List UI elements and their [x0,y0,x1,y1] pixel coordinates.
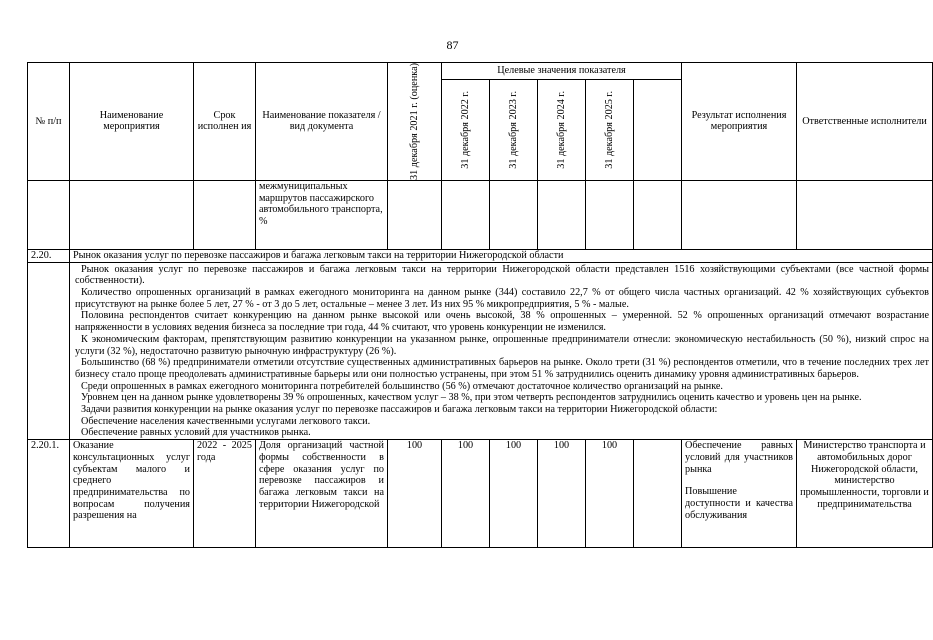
header-2025 [586,79,634,180]
desc-paragraph-1: Рынок оказания услуг по перевозке пассажиров и багажа легковым такси на территории Нижегородской области представлен 1516 хозяйствующими субъектами (все частной формы собственности). [75,263,929,287]
continuation-indicator: межмуниципальных маршрутов пассажирского автомобильного транспорта, % [256,180,388,249]
row-2201-result [682,440,797,548]
page-number: 87 [446,38,459,52]
row-2201-value-2025: 100 [586,440,634,548]
header-2024 [538,79,586,180]
section-row [28,249,933,262]
description-cell [70,262,933,440]
row-2201-term: 2022 - 2025 года [194,440,256,548]
description-row [28,262,933,440]
header-indicator: Наименование показателя / вид документа [256,63,388,181]
desc-paragraph-4: К экономическим факторам, препятствующим развитию конкуренции на указанном рынке, опрошенные предприниматели отнесли: экономическую нестабильность (50 %), низкий спрос на услуги (32 %), недостаточно развитую рыночную инфраструктуру (26 %). [75,333,929,357]
header-2025-text: 31 декабря 2025 г. [604,90,615,169]
header-2023-text: 31 декабря 2023 г. [508,90,519,169]
row-2201-value-2021: 100 [388,440,442,548]
header-2024-text: 31 декабря 2024 г. [556,90,567,169]
desc-paragraph-7: Уровнем цен на данном рынке удовлетворены 39 % опрошенных, качеством услуг – 38 %, при этом четверть респондентов затруднились оценить качество и уровень цен на рынке. [81,392,862,404]
header-2021b [442,79,490,180]
header-result: Результат исполнения мероприятия [682,63,797,181]
row-2201-indicator: Доля организаций частной формы собственности в сфере оказания услуг по перевозке пассажиров и багажа легковым такси на территории Нижегородской [256,440,388,548]
header-empty [634,79,682,180]
header-term: Срок исполнен ия [194,63,256,181]
desc-paragraph-2: Количество опрошенных организаций в рамках ежегодного мониторинга на данном рынке (344) составило 22,7 % от общего числа частных организаций. 42 % хозяйствующих субъектов присутствуют на рынке более 5 лет, 27 % - от 3 до 5 лет, остальные – менее 3 лет. Из них 95 % микропредприятия, 5 % - малые. [75,287,929,310]
header-row [28,63,933,80]
row-2201-value-2024: 100 [538,440,586,548]
header-event: Наименование мероприятия [70,63,194,181]
header-2021-text: 31 декабря 2021 г. (оценка) [409,63,420,180]
desc-paragraph-3: Половина респондентов считает конкуренцию на данном рынке высокой или очень высокой, 38 % опрошенных – умеренной. 52 % опрошенных организаций отмечают возрастание напряженности в условиях ведения бизнеса за последние три года, 44 % считают, что уровень конкуренции не изменился. [75,310,929,334]
row-2201-event: Оказание консультационных услуг субъектам малого и среднего предпринимательства по вопросам получения разрешения на [70,440,194,548]
section-num: 2.20. [28,249,70,262]
desc-paragraph-8: Задачи развития конкуренции на рынке оказания услуг по перевозке пассажиров и багажа легковым такси на территории Нижегородской области: [81,404,718,416]
row-2201-result-2: Повышение доступности и качества обслуживания [685,486,793,521]
row-2201-result-1: Обеспечение равных условий для участников рынка [685,440,793,475]
header-responsible: Ответственные исполнители [797,63,933,181]
row-2201-value-2023: 100 [490,440,538,548]
section-title: Рынок оказания услуг по перевозке пассажиров и багажа легковым такси на территории Нижегородской области [70,249,933,262]
measures-table [27,62,933,548]
row-2201-num: 2.20.1. [28,440,70,548]
header-2021 [388,63,442,181]
header-num: № п/п [28,63,70,181]
desc-paragraph-10: Обеспечение равных условий для участников рынка. [81,427,311,439]
header-2023 [490,79,538,180]
desc-paragraph-9: Обеспечение населения качественными услугами легкового такси. [81,415,371,427]
row-2201-value-2022: 100 [442,440,490,548]
continuation-row [28,180,933,249]
desc-paragraph-5: Большинство (68 %) предприниматели отметили отсутствие существенных административных барьеров на рынке. Около трети (31 %) респондентов отметили, что в течение последних трех лет бизнесу стало проще преодолевать административные барьеры или они полностью устранены, при этом 51 % затруднились оценить динамику уровня административных барьеров. [75,357,929,380]
header-target-group: Целевые значения показателя [442,63,682,80]
row-2201-responsible: Министерство транспорта и автомобильных дорог Нижегородской области, министерство промышленности, торговли и предпринимательства [797,440,933,548]
desc-paragraph-6: Среди опрошенных в рамках ежегодного мониторинга потребителей большинство (56 %) отмечают достаточное количество организаций на рынке. [81,380,723,392]
row-2-20-1 [28,440,933,548]
header-2022-text: 31 декабря 2022 г. [460,90,471,169]
